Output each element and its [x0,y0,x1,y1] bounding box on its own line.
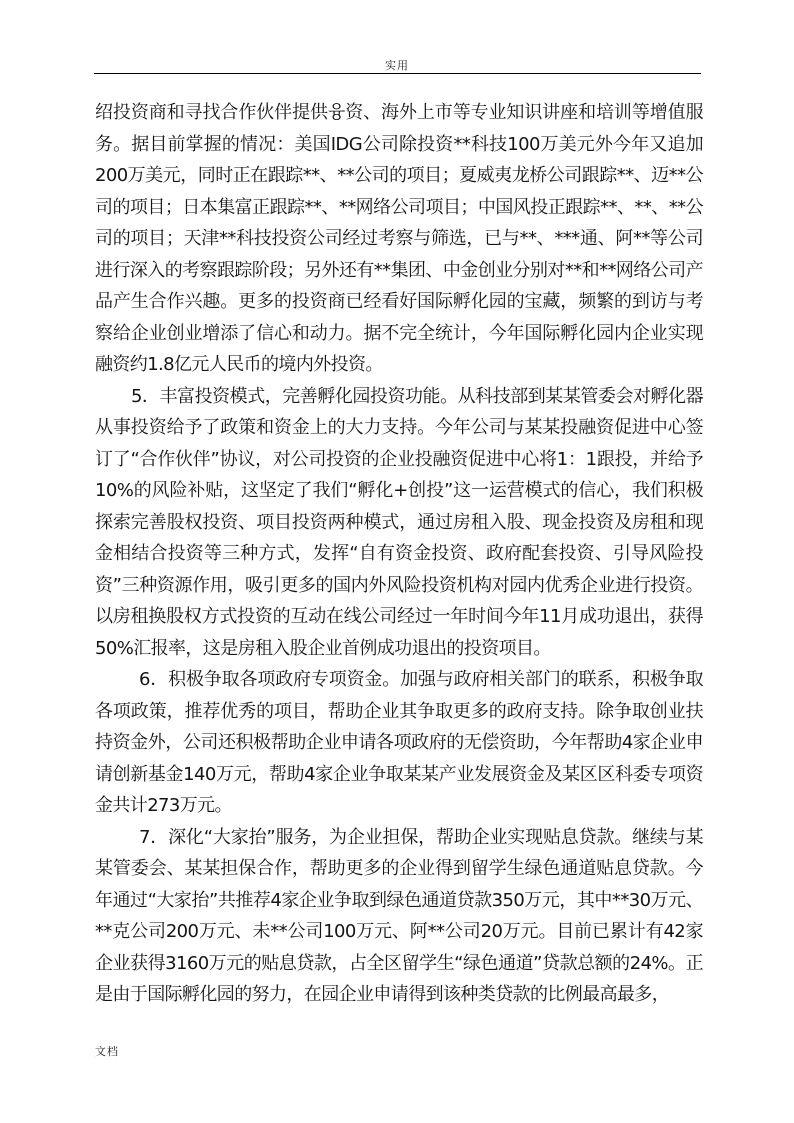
page-header: 实用 [385,59,409,72]
paragraph-item-7: 7．深化“大家抬”服务，为企业担保，帮助企业实现贴息贷款。继续与某某管委会、某某担保合作，帮助更多的企业得到留学生绿色通道贴息贷款。今年通过“大家抬”共推荐4家企业争取到绿色通道贷款350万元，其中**30万元、**克公司200万元、未**公司100万元、阿**公司20万元。目前已累计有42家企业获得3160万元的贴息贷款，占全区留学生“绿色通道”贷款总额的24%。正是由于国际孵化园的努力，在园企业申请得到该种类贷款的比例最高最多， [95,826,703,1005]
page-footer: 文档 [95,1045,119,1058]
header-divider [94,73,701,74]
document-body [95,97,703,1011]
paragraph-investment-overview: 绍投资商和寻找合作伙伴提供융资、海外上市等专业知识讲座和培训等增值服务。据目前掌握的情况：美国IDG公司除投资**科技100万美元外今年又追加200万美元，同时正在跟踪**、**公司的项目；夏威夷龙桥公司跟踪**、迈**公司的项目；日本集富正跟踪**、**网络公司项目；中国风投正跟踪**、**、**公司的项目；天津**科技投资公司经过考察与筛选，已与**、***通、阿**等公司进行深入的考察跟踪阶段；另外还有**集团、中金创业分别对**和**网络公司产品产生合作兴趣。更多的投资商已经看好国际孵化园的宝藏，频繁的到访与考察给企业创业增添了信心和动力。据不完全统计，今年国际孵化园内企业实现融资约1.8亿元人民币的境内外投资。 [95,102,703,375]
paragraph-item-5: 5．丰富投资模式，完善孵化园投资功能。从科技部到某某管委会对孵化器从事投资给予了政策和资金上的大力支持。今年公司与某某投融资促进中心签订了“合作伙伴”协议，对公司投资的企业投融资促进中心将1：1跟投，并给予10%的风险补贴，这坚定了我们“孵化+创投”这一运营模式的信心，我们积极探索完善股权投资、项目投资两种模式，通过房租入股、现金投资及房租和现金相结合投资等三种方式，发挥“自有资金投资、政府配套投资、引导风险投资”三种资源作用，吸引更多的国内外风险投资机构对园内优秀企业进行投资。以房租换股权方式投资的互动在线公司经过一年时间今年11月成功退出，获得50%汇报率，这是房租入股企业首例成功退出的投资项目。 [95,385,703,659]
paragraph-item-6: 6．积极争取各项政府专项资金。加强与政府相关部门的联系，积极争取各项政策，推荐优秀的项目，帮助企业其争取更多的政府支持。除争取创业扶持资金外，公司还积极帮助企业申请各项政府的无偿资助，今年帮助4家企业申请创新基金140万元，帮助4家企业争取某某产业发展资金及某区区科委专项资金共计273万元。 [95,669,703,816]
